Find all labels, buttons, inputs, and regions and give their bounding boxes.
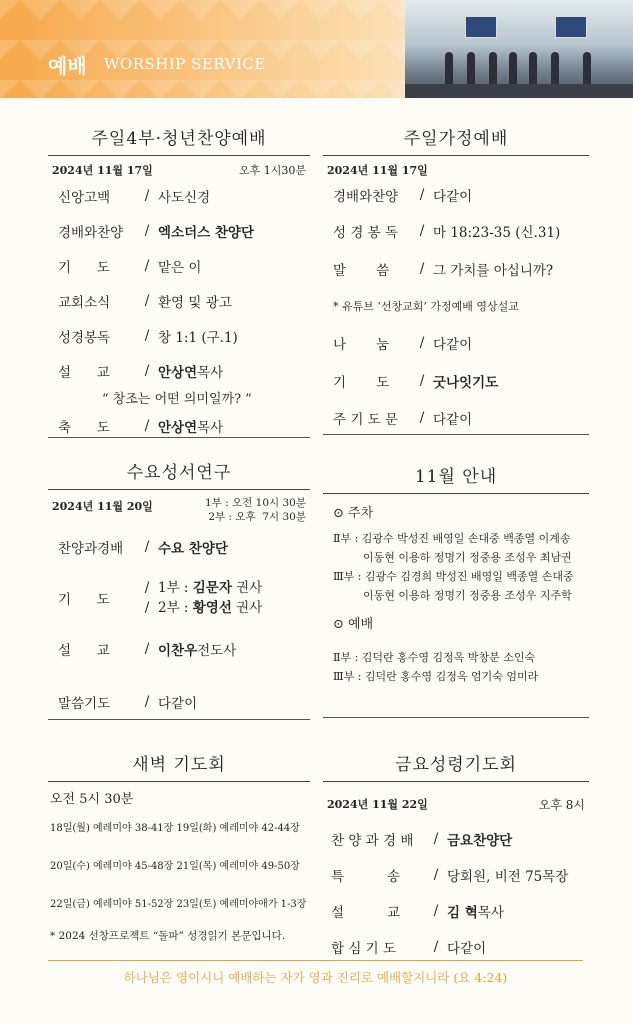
section-title: 수요성서연구: [48, 458, 310, 490]
reading-line: 18일(월) 예레미야 38-41장 19일(화) 예레미야 42-44장: [50, 822, 300, 834]
order-row: 특 송 / 당회원, 비전 75목장: [331, 867, 569, 885]
parking-line: 이동현 이용하 정명기 정중용 조성우 지주학: [363, 589, 572, 602]
date: 2024년 11월 17일: [327, 164, 428, 177]
order-row: 나 눔 / 다같이: [333, 335, 473, 353]
reading-line: 20일(수) 예레미야 45-48장 21일(목) 예레미야 49-50장: [50, 860, 300, 872]
section-title: 금요성령기도회: [323, 750, 589, 782]
worship-heading: ⊙ 예배: [333, 617, 374, 632]
dawn-prayer-meeting: [48, 750, 310, 949]
order-row: 축 도 / 안상연 목사: [58, 418, 224, 436]
friday-prayer-meeting: [323, 750, 589, 965]
time: 오후 1시30분: [239, 164, 306, 177]
section-title: 새벽 기도회: [48, 750, 310, 782]
date: 2024년 11월 22일: [327, 798, 428, 811]
date: 2024년 11월 20일: [52, 500, 153, 513]
time: 오전 5시 30분: [50, 792, 134, 807]
order-row: 합 심 기 도 / 다같이: [331, 939, 487, 957]
order-row: 경배와찬양 / 다같이: [333, 187, 473, 205]
order-row: 말씀기도 / 다같이: [58, 694, 198, 712]
order-row: 성경봉독 / 창 1:1 (구.1): [58, 327, 238, 346]
order-row: 설 교 / 김 혁 목사: [331, 903, 504, 921]
reading-note: * 2024 선창프로젝트 “돌파” 성경읽기 본문입니다.: [50, 929, 286, 942]
order-row: 설 교 / 이찬우 전도사: [58, 641, 237, 659]
order-row: 찬 양 과 경 배 / 금요찬양단: [331, 831, 513, 849]
page-title: 예배: [48, 54, 87, 78]
order-row: 교회소식 / 환영 및 광고: [58, 292, 232, 311]
order-row: 기 도 / 맡은 이: [58, 257, 202, 276]
page-subtitle: WORSHIP SERVICE: [104, 55, 266, 73]
time: 오후 8시: [538, 798, 585, 812]
section-title: 주일4부·청년찬양예배: [48, 124, 310, 156]
order-row: 찬양과경배 / 수요 찬양단: [58, 539, 228, 557]
time-part2: 2부 : 오후 7시 30분: [208, 511, 306, 523]
header-banner: [0, 0, 633, 98]
wednesday-bible-study: [48, 458, 310, 732]
parking-line: Ⅱ부 : 김광수 박성진 배영일 손대중 백종열 이계송: [333, 532, 571, 545]
youtube-note: * 유튜브 ‘선창교회’ 가정예배 영상설교: [333, 300, 519, 313]
order-row: 기 도 / 굿나잇기도: [333, 373, 499, 391]
section-title: 주일가정예배: [323, 124, 589, 156]
footer-verse: 하나님은 영이시니 예배하는 자가 영과 진리로 예배할지니라 (요 4:24): [48, 960, 583, 986]
parking-line: Ⅲ부 : 김광수 김경희 박성진 배영일 백종열 손대중: [333, 570, 574, 583]
time-part1: 1부 : 오전 10시 30분: [204, 497, 306, 509]
sunday-family-worship: [323, 124, 589, 436]
order-row: 주 기 도 문 / 다같이: [333, 410, 473, 428]
banner-pattern: [0, 0, 420, 98]
reading-line: 22일(금) 예레미야 51-52장 23일(토) 예레미야애가 1-3장: [50, 898, 307, 910]
worship-line: Ⅱ부 : 김덕란 홍수영 김정옥 박창분 소인숙: [333, 651, 536, 664]
worship-stage-photo: [405, 0, 633, 98]
worship-line: Ⅲ부 : 김덕란 홍수영 김정옥 엄기숙 엄미라: [333, 670, 539, 683]
order-row: 설 교 / 안상연 목사: [58, 362, 224, 381]
date: 2024년 11월 17일: [52, 164, 153, 177]
order-row: 신앙고백 / 사도신경: [58, 187, 211, 206]
order-row: 성 경 봉 독 / 마 18:23-35 (신.31): [333, 223, 561, 241]
november-notice: [323, 462, 589, 686]
section-title: 11월 안내: [323, 462, 589, 494]
sermon-quote: “ 창조는 어떤 의미일까? ”: [102, 392, 252, 407]
prayer-row: 기 도 / 1부 : 김문자 권사 / 2부 : 황영선 권사: [58, 580, 263, 616]
parking-heading: ⊙ 주차: [333, 506, 374, 521]
sunday-youth-worship: [48, 124, 310, 440]
order-row: 경배와찬양 / 엑소더스 찬양단: [58, 222, 254, 241]
order-row: 말 씀 / 그 가치를 아십니까?: [333, 261, 554, 279]
parking-line: 이동현 이용하 정명기 정중용 조성우 최남권: [363, 551, 572, 564]
